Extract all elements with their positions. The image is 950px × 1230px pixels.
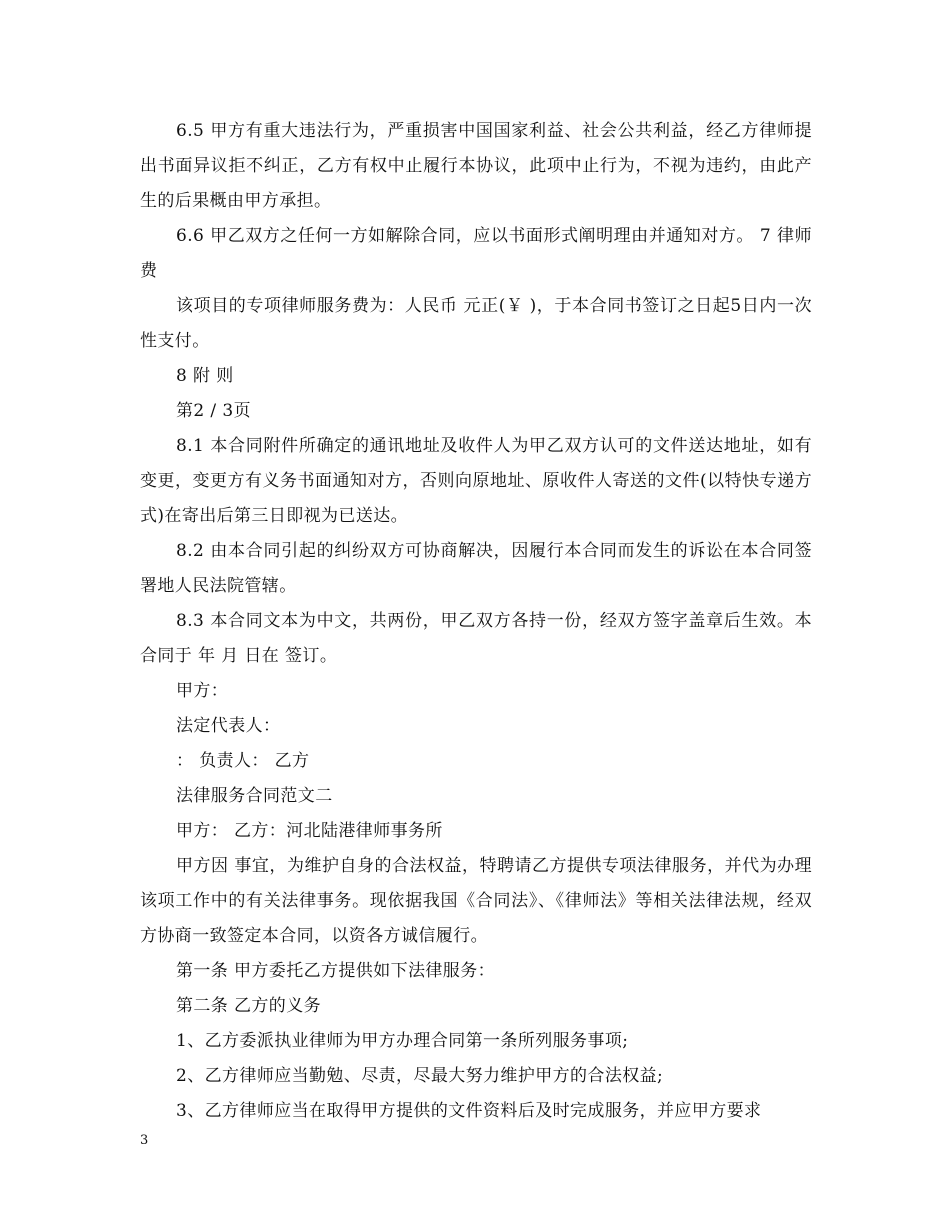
responsible-person-line: ： 负责人： 乙方 <box>176 751 310 771</box>
page-number: 3 <box>140 1133 149 1148</box>
paragraph-6-5: 6.5 甲方有重大违法行为，严重损害中国国家利益、社会公共利益，经乙方律师提出书面异议拒不纠正，乙方有权中止履行本协议，此项中止行为，不视为违约，由此产生的后果概由甲方承担。 <box>140 121 812 211</box>
paragraph-lawyer-fee: 该项目的专项律师服务费为：人民币 元正(￥ )，于本合同书签订之日起5日内一次性支付。 <box>140 296 812 351</box>
article-two-heading: 第二条 乙方的义务 <box>176 996 322 1016</box>
document-body <box>140 114 812 1129</box>
legal-representative-line: 法定代表人： <box>176 716 281 736</box>
list-item: 3、乙方律师应当在取得甲方提供的文件资料后及时完成服务，并应甲方要求 <box>176 1101 762 1121</box>
article-one-heading: 第一条 甲方委托乙方提供如下法律服务： <box>176 961 496 981</box>
inline-page-marker: 第2 / 3页 <box>176 401 251 421</box>
paragraph-6-6: 6.6 甲乙双方之任何一方如解除合同，应以书面形式阐明理由并通知对方。 7 律师费 <box>140 226 812 281</box>
list-item: 1、乙方委派执业律师为甲方办理合同第一条所列服务事项; <box>176 1031 629 1051</box>
paragraph-preamble: 甲方因 事宜，为维护自身的合法权益，特聘请乙方提供专项法律服务，并代为办理该项工作中的有关法律事务。现依据我国《合同法》、《律师法》等相关法律法规，经双方协商一致签定本合同，以资各方诚信履行。 <box>140 856 812 946</box>
parties-line: 甲方： 乙方：河北陆港律师事务所 <box>176 821 443 841</box>
list-item: 2、乙方律师应当勤勉、尽责，尽最大努力维护甲方的合法权益; <box>176 1066 664 1086</box>
party-a-line: 甲方： <box>176 681 229 701</box>
paragraph-8-1: 8.1 本合同附件所确定的通讯地址及收件人为甲乙双方认可的文件送达地址，如有变更，变更方有义务书面通知对方，否则向原地址、原收件人寄送的文件(以特快专递方式)在寄出后第三日即视为已送达。 <box>140 436 812 526</box>
paragraph-8-2: 8.2 由本合同引起的纠纷双方可协商解决，因履行本合同而发生的诉讼在本合同签署地人民法院管辖。 <box>140 541 812 596</box>
section-heading-appendix: 8 附 则 <box>176 366 234 386</box>
paragraph-8-3: 8.3 本合同文本为中文，共两份，甲乙双方各持一份，经双方签字盖章后生效。本合同于 年 月 日在 签订。 <box>140 611 812 666</box>
section-title-sample-two: 法律服务合同范文二 <box>176 786 333 806</box>
